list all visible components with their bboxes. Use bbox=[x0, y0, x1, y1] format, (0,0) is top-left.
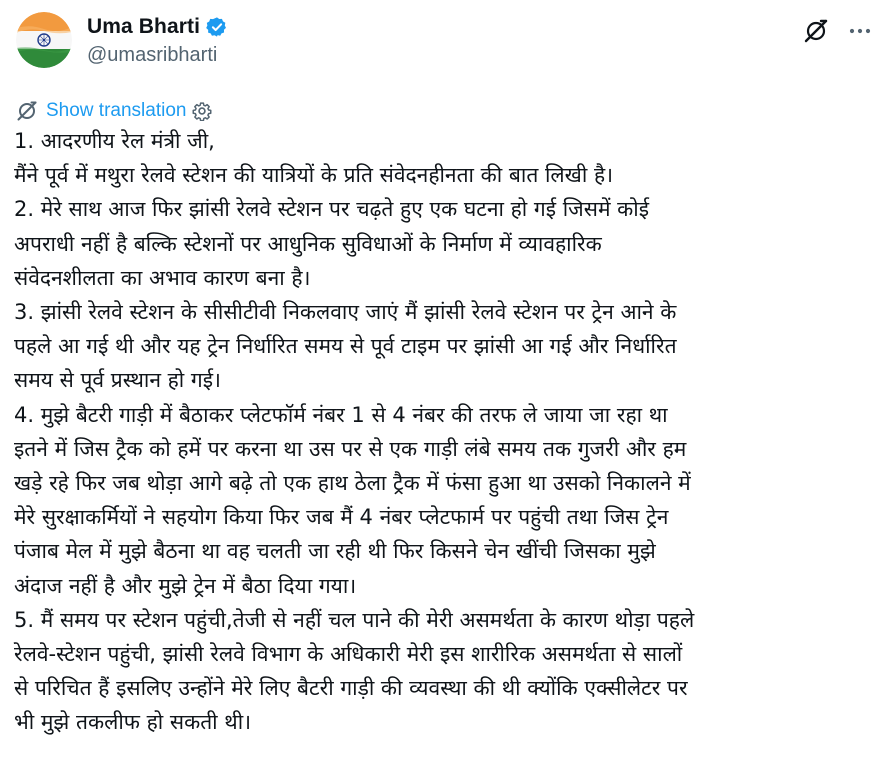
name-row bbox=[87, 14, 228, 40]
tweet-text-line: अंदाज नहीं है और मुझे ट्रेन में बैठा दिया गया। bbox=[14, 573, 357, 598]
more-options-icon[interactable] bbox=[847, 18, 873, 44]
tweet-text-line: 4. मुझे बैटरी गाड़ी में बैठाकर प्लेटफॉर्म नंबर 1 से 4 नंबर की तरफ ले जाया जा रहा था bbox=[14, 402, 668, 427]
author-info bbox=[87, 14, 228, 67]
tweet-text-line: समय से पूर्व प्रस्थान हो गई। bbox=[14, 368, 222, 393]
tweet-text-line: 2. मेरे साथ आज फिर झांसी रेलवे स्टेशन पर चढ़ते हुए एक घटना हो गई जिसमें कोई bbox=[14, 197, 650, 222]
tweet-text-line: मेरे सुरक्षाकर्मियों ने सहयोग किया फिर जब मैं 4 नंबर प्लेटफार्म पर पहुंची तथा जिस ट्रेन bbox=[14, 505, 669, 530]
verified-badge-icon[interactable] bbox=[206, 16, 228, 38]
display-name[interactable]: Uma Bharti bbox=[87, 15, 201, 38]
tweet-text-line: मैंने पूर्व में मथुरा रेलवे स्टेशन की यात्रियों के प्रति संवेदनहीनता की बात लिखी है। bbox=[14, 163, 614, 188]
tweet-text-line: इतने में जिस ट्रैक को हमें पर करना था उस पर से एक गाड़ी लंबे समय तक गुजरी और हम bbox=[14, 436, 687, 461]
tweet-text-line: 5. मैं समय पर स्टेशन पहुंची,तेजी से नहीं चल पाने की मेरी असमर्थता के कारण थोड़ा पहले bbox=[14, 607, 695, 632]
avatar[interactable] bbox=[16, 12, 72, 68]
tweet-text-line: पहले आ गई थी और यह ट्रेन निर्धारित समय से पूर्व टाइम पर झांसी आ गई और निर्धारित bbox=[14, 334, 677, 359]
tweet-text-line: खड़े रहे फिर जब थोड़ा आगे बढ़े तो एक हाथ ठेला ट्रैक में फंसा हुआ था उसको निकालने में bbox=[14, 471, 691, 496]
translate-icon bbox=[16, 100, 38, 122]
gear-icon[interactable] bbox=[192, 101, 212, 121]
tweet-text-line: से परिचित हैं इसलिए उन्होंने मेरे लिए बैटरी गाड़ी की व्यवस्था की थी क्योंकि एक्सीलेटर पर bbox=[14, 676, 688, 701]
grok-icon[interactable] bbox=[803, 18, 829, 44]
translation-row bbox=[16, 99, 212, 123]
handle[interactable]: @umasribharti bbox=[87, 44, 218, 66]
india-flag-avatar-icon bbox=[16, 12, 72, 68]
tweet-text-line: भी मुझे तकलीफ हो सकती थी। bbox=[14, 710, 252, 735]
tweet-text-line: पंजाब मेल में मुझे बैठना था वह चलती जा रही थी फिर किसने चेन खींची जिसका मुझे bbox=[14, 539, 656, 564]
tweet-text-line: संवेदनशीलता का अभाव कारण बना है। bbox=[14, 265, 311, 290]
tweet-text bbox=[14, 124, 880, 740]
tweet-text-line: रेलवे-स्टेशन पहुंची, झांसी रेलवे विभाग के अधिकारी मेरी इस शारीरिक असमर्थता से सालों bbox=[14, 642, 683, 667]
tweet-header bbox=[16, 12, 873, 72]
tweet-text-line: 3. झांसी रेलवे स्टेशन के सीसीटीवी निकलवाए जाएं मैं झांसी रेलवे स्टेशन पर ट्रेन आने के bbox=[14, 300, 677, 325]
show-translation-link[interactable]: Show translation bbox=[46, 100, 187, 121]
header-actions bbox=[803, 18, 873, 44]
tweet-text-line: अपराधी नहीं है बल्कि स्टेशनों पर आधुनिक सुविधाओं के निर्माण में व्यावहारिक bbox=[14, 231, 602, 256]
tweet-text-line: 1. आदरणीय रेल मंत्री जी, bbox=[14, 129, 215, 153]
